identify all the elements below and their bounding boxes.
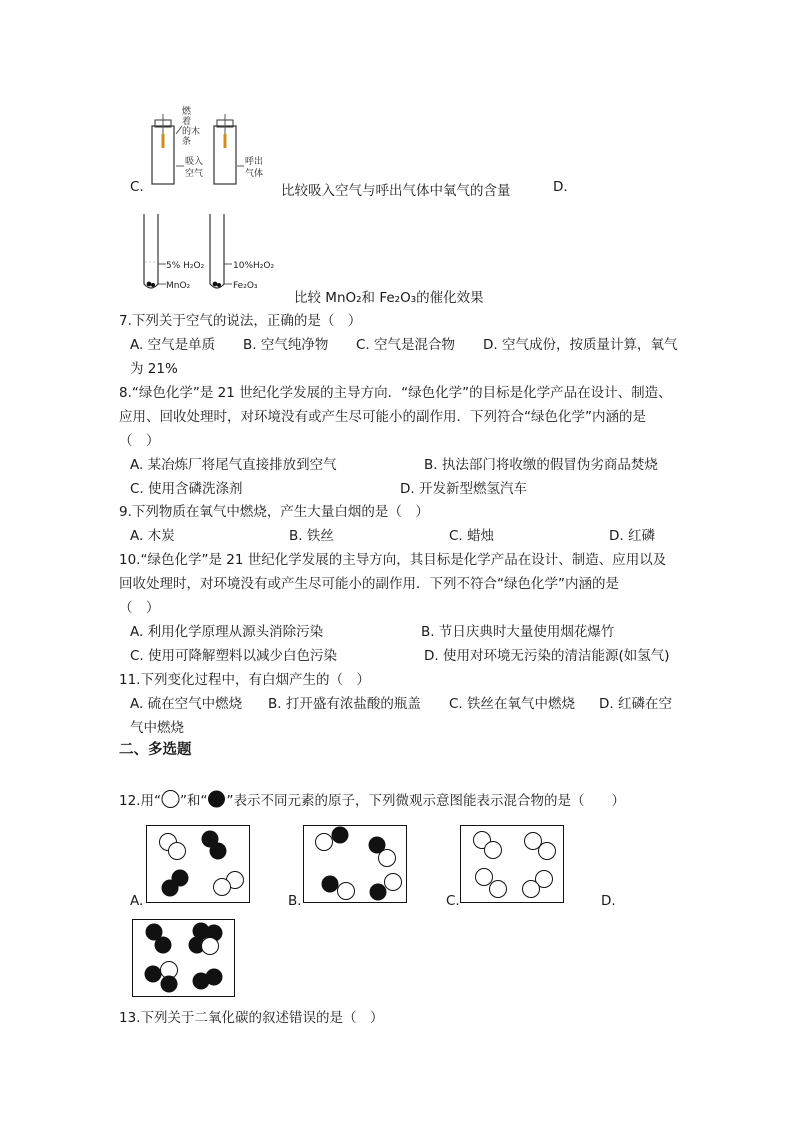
q12-diagram-d xyxy=(132,919,235,997)
q12-option-b: B. xyxy=(288,893,302,909)
q9-option-c: C. 蜡烛 xyxy=(449,528,495,544)
q7-option-d-continued: 为 21% xyxy=(130,361,178,377)
left-tube-top-label: 5% H₂O₂ xyxy=(166,261,205,271)
breath-oxygen-figure xyxy=(142,104,282,188)
q6-option-c-letter: C. xyxy=(130,179,144,195)
exhale-label-2: 气体 xyxy=(245,169,264,179)
q7-option-d: D. 空气成份，按质量计算，氧气 xyxy=(483,337,678,353)
q12-stem-part2: ”和“ xyxy=(179,793,208,809)
q11-stem: 11.下列变化过程中，有白烟产生的（ ） xyxy=(119,672,370,688)
right-tube-bottom-label: Fe₂O₃ xyxy=(233,281,258,291)
q6-option-d-caption: 比较 MnO₂和 Fe₂O₃的催化效果 xyxy=(294,290,484,306)
catalyst-figure xyxy=(140,212,300,294)
q10-stem-line3: （ ） xyxy=(119,600,160,616)
q12-diagram-b xyxy=(303,825,407,903)
inhale-label-1: 吸入 xyxy=(185,157,204,167)
q8-option-d: D. 开发新型燃氢汽车 xyxy=(400,481,527,497)
q7-option-a: A. 空气是单质 xyxy=(130,337,216,353)
exhale-label-1: 呼出 xyxy=(245,157,264,167)
q10-stem-line2: 回收处理时，对环境没有或产生尽可能小的副作用．下列不符合“绿色化学”内涵的是 xyxy=(119,576,619,592)
q12-stem xyxy=(119,789,625,809)
q12-option-d: D. xyxy=(601,893,616,909)
q7-stem: 7.下列关于空气的说法，正确的是（ ） xyxy=(119,313,362,329)
q7-option-c: C. 空气是混合物 xyxy=(356,337,456,353)
q9-option-d: D. 红磷 xyxy=(609,528,655,544)
q8-option-b: B. 执法部门将收缴的假冒伪劣商品焚烧 xyxy=(424,457,658,473)
candle-label-4: 条 xyxy=(182,137,192,147)
q12-diagram-a xyxy=(146,825,250,903)
q9-option-a: A. 木炭 xyxy=(130,528,175,544)
q12-diagram-c xyxy=(460,825,564,903)
right-tube-top-label: 10%H₂O₂ xyxy=(233,261,275,271)
q9-stem: 9.下列物质在氧气中燃烧，产生大量白烟的是（ ） xyxy=(119,504,429,520)
q11-option-b: B. 打开盛有浓盐酸的瓶盖 xyxy=(268,696,421,712)
candle-label-3: 的木 xyxy=(182,127,201,137)
q11-option-a: A. 硫在空气中燃烧 xyxy=(130,696,243,712)
white-atom-icon xyxy=(161,790,180,808)
q10-option-b: B. 节日庆典时大量使用烟花爆竹 xyxy=(421,624,615,640)
q11-option-d: D. 红磷在空 xyxy=(599,696,672,712)
q12-option-a: A. xyxy=(130,893,144,909)
q8-stem-line3: （ ） xyxy=(119,433,160,449)
inhale-label-2: 空气 xyxy=(185,169,204,179)
q12-stem-part3: ”表示不同元素的原子，下列微观示意图能表示混合物的是（ ） xyxy=(226,793,625,809)
q13-stem: 13.下列关于二氧化碳的叙述错误的是（ ） xyxy=(119,1010,384,1026)
q8-option-a: A. 某冶炼厂将尾气直接排放到空气 xyxy=(130,457,337,473)
q12-stem-part1: 12.用“ xyxy=(119,793,161,809)
q11-option-c: C. 铁丝在氧气中燃烧 xyxy=(449,696,576,712)
black-atom-icon xyxy=(207,790,226,808)
q8-stem-line1: 8.“绿色化学”是 21 世纪化学发展的主导方向．“绿色化学”的目标是化学产品在设计、制造、 xyxy=(119,385,672,401)
section-title: 二、多选题 xyxy=(119,742,192,758)
q8-stem-line2: 应用、回收处理时，对环境没有或产生尽可能小的副作用．下列符合“绿色化学”内涵的是 xyxy=(119,409,646,425)
q7-option-b: B. 空气纯净物 xyxy=(243,337,329,353)
q9-option-b: B. 铁丝 xyxy=(289,528,334,544)
candle-label-2: 着 xyxy=(182,117,192,127)
left-tube-bottom-label: MnO₂ xyxy=(166,281,191,291)
q11-option-d-continued: 气中燃烧 xyxy=(130,720,184,736)
q10-option-a: A. 利用化学原理从源头消除污染 xyxy=(130,624,324,640)
q10-option-d: D. 使用对环境无污染的清洁能源(如氢气) xyxy=(424,648,670,664)
q6-option-d-letter: D. xyxy=(553,179,568,195)
q6-option-c-caption: 比较吸入空气与呼出气体中氧气的含量 xyxy=(281,183,511,199)
candle-label-1: 燃 xyxy=(182,107,192,117)
q10-stem-line1: 10.“绿色化学”是 21 世纪化学发展的主导方向，其目标是化学产品在设计、制造、应用以及 xyxy=(119,552,667,568)
q10-option-c: C. 使用可降解塑料以减少白色污染 xyxy=(130,648,338,664)
q8-option-c: C. 使用含磷洗涤剂 xyxy=(130,481,243,497)
q12-option-c: C. xyxy=(446,893,460,909)
